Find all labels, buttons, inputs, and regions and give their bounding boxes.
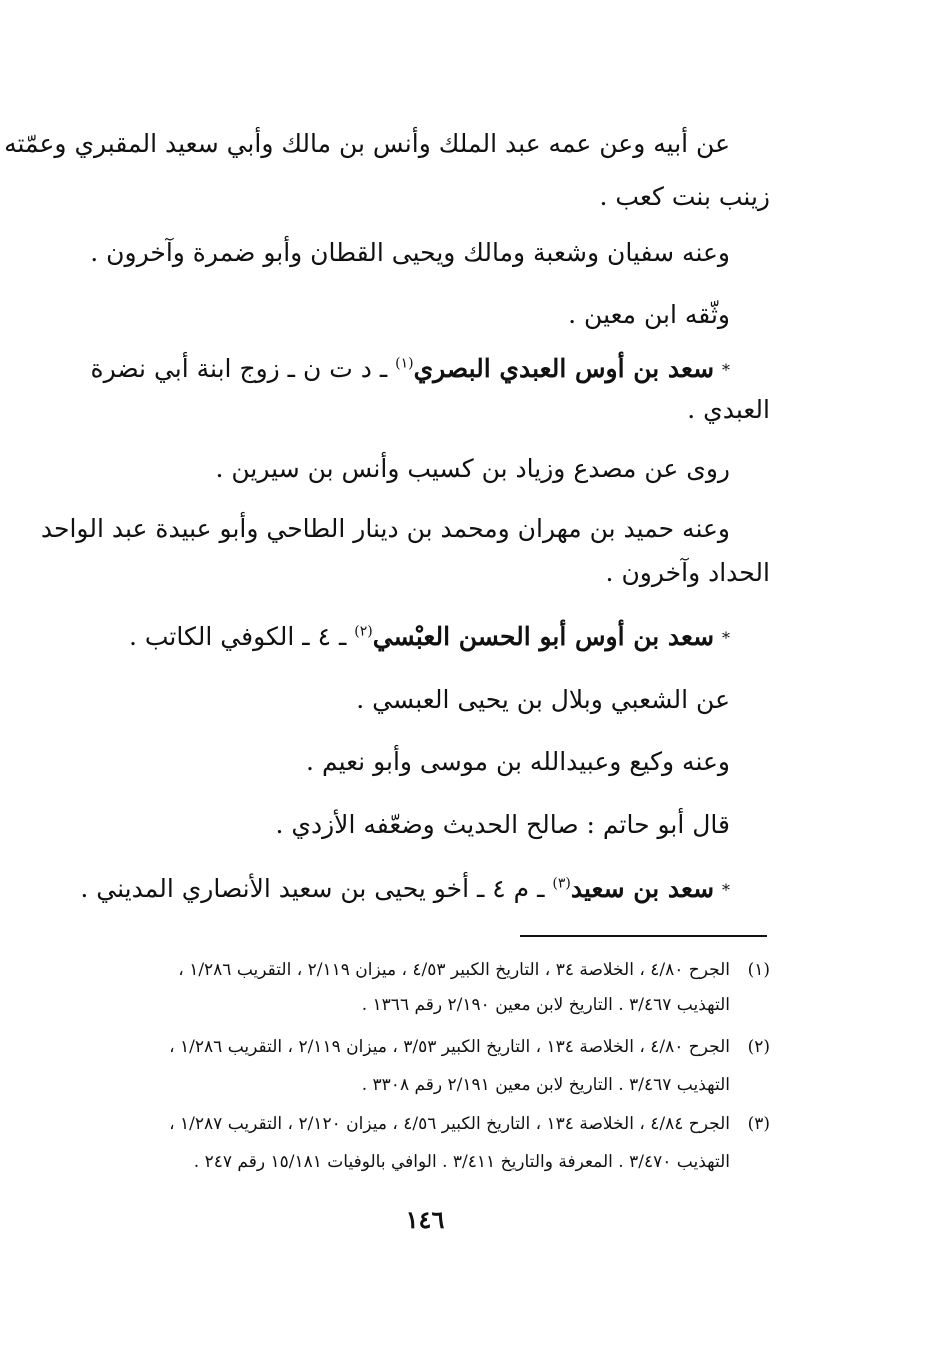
- entry-name: سعد بن أوس العبدي البصري: [413, 354, 715, 383]
- biography-entry-heading: [129, 620, 730, 656]
- entry-name: سعد بن سعيد: [570, 874, 715, 903]
- entry-name: سعد بن أوس أبو الحسن العبْسي: [372, 622, 715, 651]
- footnote: [169, 1112, 770, 1136]
- text-line: وعنه حميد بن مهران ومحمد بن دينار الطاحي وأبو عبيدة عبد الواحد: [40, 514, 730, 543]
- text-line: عن أبيه وعن عمه عبد الملك وأنس بن مالك وأبي سعيد المقبري وعمّته: [4, 129, 730, 158]
- entry-star-marker: *: [722, 360, 730, 380]
- entry-details: ـ د ت ن ـ زوج ابنة أبي نضرة: [90, 354, 396, 383]
- entry-star-marker: *: [722, 628, 730, 648]
- entry-star-marker: *: [722, 880, 730, 900]
- text-line: وعنه سفيان وشعبة ومالك ويحيى القطان وأبو ضمرة وآخرون .: [90, 238, 730, 267]
- footnote-continuation: التهذيب ٣/٤٧٠ . المعرفة والتاريخ ٣/٤١١ . الوافي بالوفيات ١٥/١٨١ رقم ٢٤٧ .: [193, 1152, 730, 1172]
- entry-details: ـ م ٤ ـ أخو يحيى بن سعيد الأنصاري المديني .: [80, 874, 553, 903]
- footnote: [178, 958, 770, 982]
- biography-entry-heading: [80, 872, 730, 908]
- footnote-number: (٣): [747, 1114, 770, 1134]
- footnote-continuation: التهذيب ٣/٤٦٧ . التاريخ لابن معين ٢/١٩١ رقم ٣٣٠٨ .: [361, 1075, 730, 1095]
- text-line: وعنه وكيع وعبيدالله بن موسى وأبو نعيم .: [306, 747, 730, 776]
- text-line: العبدي .: [687, 395, 770, 424]
- footnote-text: الجرح ٤/٨٤ ، الخلاصة ١٣٤ ، التاريخ الكبير ٤/٥٦ ، ميزان ٢/١٢٠ ، التقريب ١/٢٨٧ ،: [169, 1114, 730, 1134]
- footnote-number: (٢): [747, 1037, 770, 1057]
- footnote: [169, 1035, 770, 1059]
- text-line: قال أبو حاتم : صالح الحديث وضعّفه الأزدي .: [275, 810, 730, 839]
- page-number: ١٤٦: [405, 1205, 445, 1234]
- footnote-divider: [520, 935, 767, 937]
- footnote-continuation: التهذيب ٣/٤٦٧ . التاريخ لابن معين ٢/١٩٠ رقم ١٣٦٦ .: [361, 995, 730, 1015]
- footnote-ref: (٢): [354, 623, 373, 640]
- footnote-ref: (٣): [552, 875, 571, 892]
- entry-details: ـ ٤ ـ الكوفي الكاتب .: [128, 622, 355, 651]
- text-line: زينب بنت كعب .: [599, 182, 770, 211]
- text-line: عن الشعبي وبلال بن يحيى العبسي .: [356, 685, 730, 714]
- text-line: روى عن مصدع وزياد بن كسيب وأنس بن سيرين .: [215, 454, 730, 483]
- text-line: وثّقه ابن معين .: [568, 300, 730, 329]
- biography-entry-heading: [90, 352, 730, 388]
- footnote-number: (١): [747, 960, 770, 980]
- footnote-text: الجرح ٤/٨٠ ، الخلاصة ٣٤ ، التاريخ الكبير ٤/٥٣ ، ميزان ٢/١١٩ ، التقريب ١/٢٨٦ ،: [178, 960, 730, 980]
- footnote-ref: (١): [395, 355, 414, 372]
- footnote-text: الجرح ٤/٨٠ ، الخلاصة ١٣٤ ، التاريخ الكبير ٣/٥٣ ، ميزان ٢/١١٩ ، التقريب ١/٢٨٦ ،: [169, 1037, 730, 1057]
- text-line: الحداد وآخرون .: [605, 558, 770, 587]
